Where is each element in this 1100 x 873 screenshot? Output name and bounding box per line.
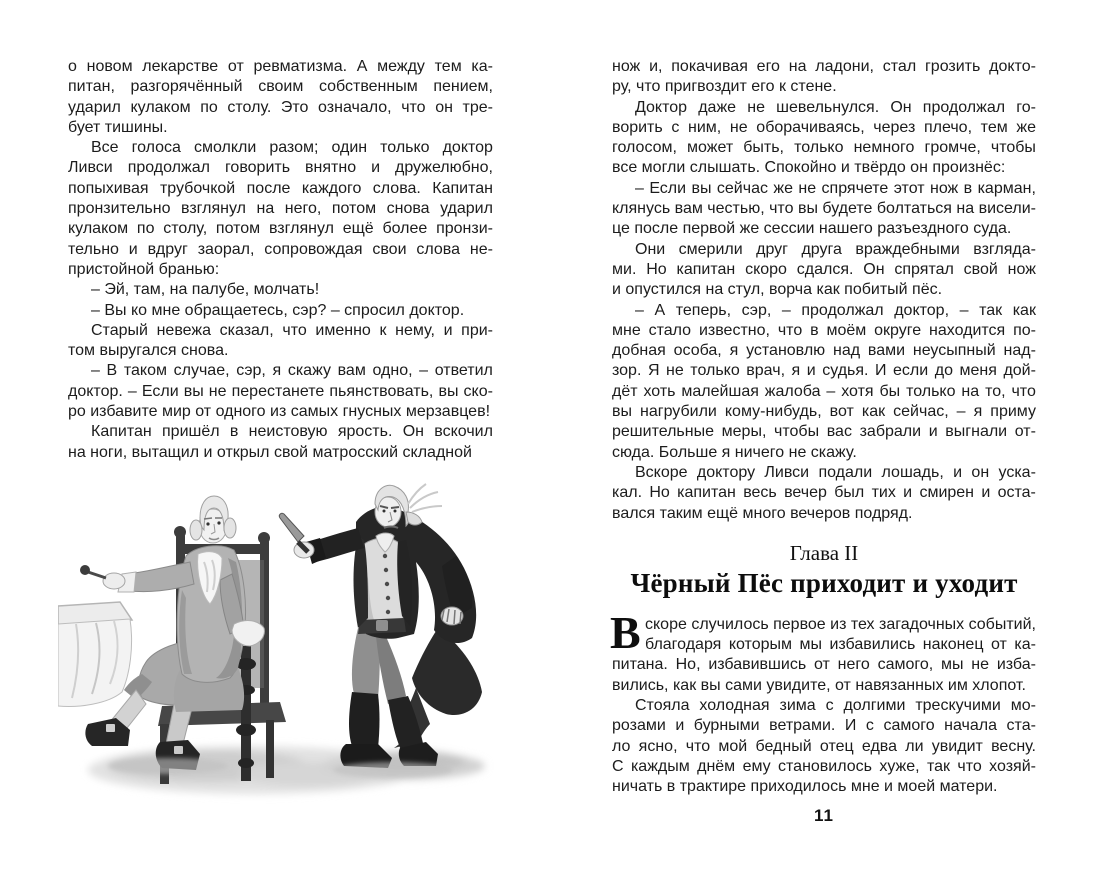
text-line: клянусь вам честью, что вы будете болтаться на висели-	[612, 200, 1036, 218]
text-line: питана. Но, избавившись от него самого, мы не изба-	[612, 656, 1036, 674]
paragraph	[68, 138, 493, 280]
text-line: – Если вы сейчас же не спрячете этот нож в карман,	[635, 179, 1036, 197]
text-line: благодаря которым мы избавились наконец от ка-	[645, 636, 1036, 654]
text-line: Вскоре доктору Ливси подали лошадь, и он уска-	[635, 463, 1036, 481]
text-line: питан, разгорячённый своим собственным пением,	[68, 78, 493, 96]
text-line: Они смерили друг друга враждебными взгляда-	[635, 240, 1036, 258]
chapter-title: Чёрный Пёс приходит и уходит	[630, 567, 1018, 598]
text-line: Доктор даже не шевельнулся. Он продолжал го-	[635, 98, 1036, 116]
paragraph	[68, 280, 493, 300]
text-line: все могли слышать. Спокойно и твёрдо он произнёс:	[612, 159, 1006, 177]
text-line: ло ясно, что мой бедный отец едва ли увидит весну.	[612, 737, 1036, 755]
paragraph	[68, 301, 493, 321]
text-line: Все голоса смолкли разом; один только доктор	[91, 139, 493, 157]
paragraph	[612, 240, 1036, 301]
table-with-cloth	[58, 602, 132, 706]
paragraph	[68, 57, 493, 138]
text-line: Ливси продолжал говорить внятно и дружелюбно,	[68, 159, 493, 177]
text-line: це после первой же сессии нашего разъездного суда.	[612, 220, 1012, 238]
text-line: тельно и вдруг заорал, сопровождая свои слова не-	[68, 240, 493, 258]
text-line: пристойной бранью:	[68, 260, 220, 278]
text-line: на ноги, вытащил и открыл свой матросский складной	[68, 443, 472, 461]
paragraph	[612, 301, 1036, 463]
captain-figure	[279, 484, 482, 768]
text-line: ударил кулаком по столу. Это означало, что он тре-	[68, 98, 493, 116]
right-column-top-paragraphs	[612, 57, 1036, 524]
text-line: Старый невежа сказал, что именно к нему, и при-	[91, 321, 493, 339]
paragraph	[68, 361, 493, 422]
paragraph	[610, 606, 1036, 696]
text-line: пронзительно взглянул на него, потом снова ударил	[68, 200, 493, 218]
text-line: ро избавите мир от одного из самых гнусных мерзавцев!	[68, 403, 491, 421]
text-line: решительные меры, чтобы вас забрали и выгнали от-	[612, 423, 1036, 441]
text-line: – Эй, там, на палубе, молчать!	[91, 281, 320, 299]
text-line: доктор. – Если вы не перестанете пьянствовать, вы ско-	[68, 382, 493, 400]
text-line: вились, как вы сами увидите, от навязанных им хлопот.	[612, 676, 1026, 694]
text-line: попыхивая трубочкой после каждого слова. Капитан	[68, 179, 493, 197]
chapter-kicker: Глава II	[789, 540, 859, 565]
text-line: сюда. Больше я ничего не скажу.	[612, 443, 857, 461]
text-line: ру, что пригвоздит его к стене.	[612, 78, 837, 96]
knife	[279, 513, 304, 542]
text-line: ничать в трактире приходилось мне и моей матери.	[612, 778, 998, 796]
text-line: том выругался снова.	[68, 342, 229, 360]
paragraph	[612, 463, 1036, 524]
paragraph	[68, 422, 493, 463]
text-line: ми. Но капитан скоро сдался. Он спрятал свой нож	[612, 260, 1036, 278]
text-line: кулаком по столу, потом взглянул ещё более пронзи-	[68, 220, 493, 238]
left-page-text-column	[68, 57, 493, 463]
text-line: о новом лекарстве от ревматизма. А между тем ка-	[68, 58, 493, 75]
right-page-text-column	[612, 57, 1036, 798]
paragraph	[612, 57, 1036, 98]
right-column-bottom-paragraphs	[610, 606, 1036, 798]
text-line: добная особа, я установлю над вами неусыпный над-	[612, 342, 1036, 360]
text-line: Капитан пришёл в неистовую ярость. Он вскочил	[91, 423, 493, 441]
text-line: дёт хоть малейшая жалоба – хотя бы только на то, что	[612, 382, 1036, 400]
paragraph	[612, 696, 1036, 797]
drop-cap-letter: В	[610, 606, 641, 658]
paragraph	[612, 98, 1036, 179]
text-line: бует тишины.	[68, 118, 168, 136]
text-line: розами и бурными ветрами. И с самого начала ста-	[612, 717, 1036, 735]
text-line: и опустился на стул, ворча как побитый пёс.	[612, 281, 943, 299]
paragraph	[68, 321, 493, 362]
text-line: мне стало известно, что в моём округе находится по-	[612, 321, 1036, 339]
text-line: вы нагрубили кому-нибудь, вот как сейчас, – я приму	[612, 403, 1036, 421]
text-line: кал. Но капитан весь вечер был тих и смирен и оста-	[612, 484, 1036, 502]
text-line: – В таком случае, сэр, я скажу вам одно, – ответил	[91, 362, 493, 380]
paragraph	[612, 179, 1036, 240]
text-line: скоре случилось первое из тех загадочных событий,	[645, 615, 1036, 633]
page-number: 11	[814, 806, 834, 825]
text-line: ворить с ним, не оборачиваясь, через плечо, тем же	[612, 118, 1036, 136]
text-line: – Вы ко мне обращаетесь, сэр? – спросил доктор.	[91, 301, 465, 319]
text-line: С каждым днём ему становилось хуже, так что хозяй-	[612, 757, 1036, 775]
text-line: нож и, покачивая его на ладони, стал грозить докто-	[612, 58, 1036, 75]
illustration-doctor-and-captain	[58, 478, 494, 808]
text-line: – А теперь, сэр, – продолжал доктор, – так как	[635, 301, 1036, 319]
pipe	[88, 572, 106, 578]
text-line: зор. Я не только врач, я и судья. И если до меня дой-	[612, 362, 1036, 380]
text-line: Стояла холодная зима с долгими трескучими мо-	[635, 697, 1036, 715]
text-line: вался таким ещё много вечеров подряд.	[612, 504, 913, 522]
text-line: голосом, может быть, только немного громче, чтобы	[612, 139, 1036, 157]
